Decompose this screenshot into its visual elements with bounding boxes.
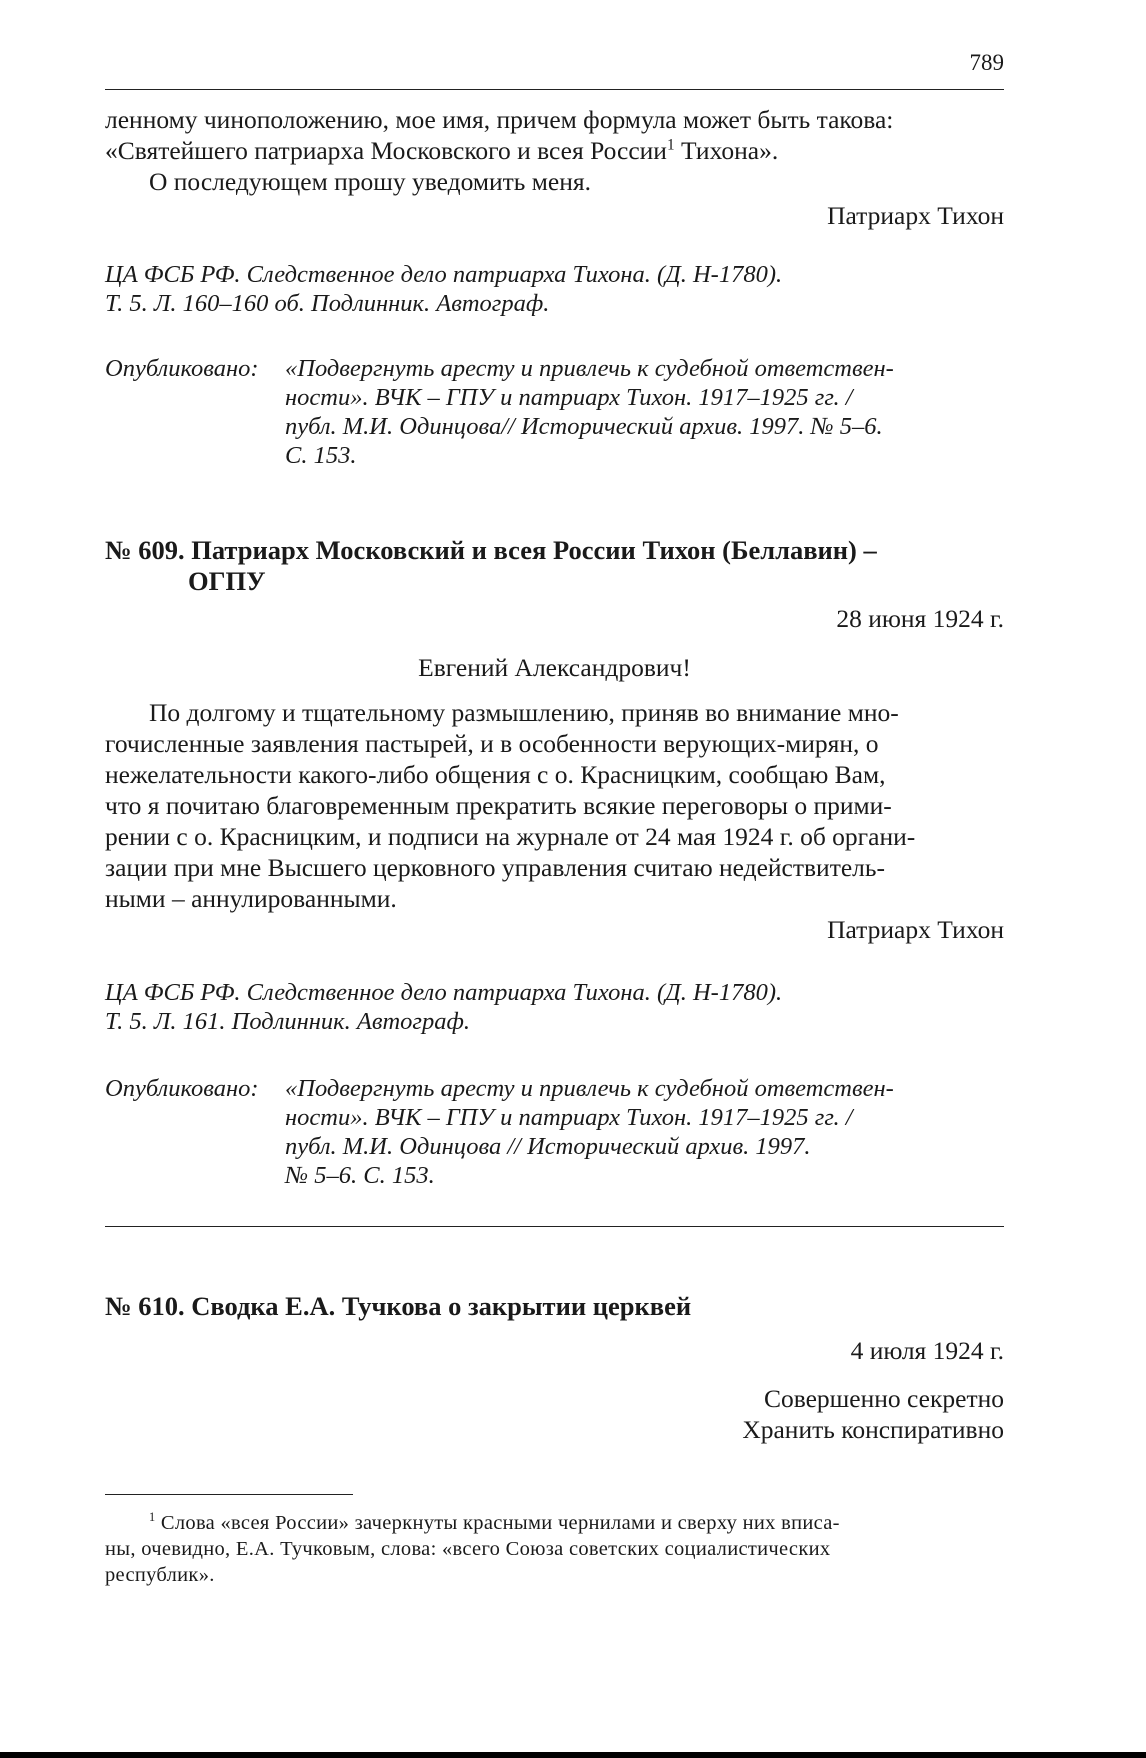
page-number: 789 <box>969 50 1004 75</box>
intro-line-2-text: «Святейшего патриарха Московского и всея России <box>105 136 667 165</box>
doc609-archive-line-2: Т. 5. Л. 161. Подлинник. Автограф. <box>105 1008 471 1035</box>
published-text <box>285 354 894 470</box>
doc609-heading <box>105 535 1004 597</box>
footnote-line-1 <box>105 1510 1004 1536</box>
published-line-3: публ. М.И. Одинцова// Исторический архив. 1997. № 5–6. <box>285 413 883 440</box>
doc609-signature: Патриарх Тихон <box>827 915 1004 944</box>
doc609-heading-line-2: ОГПУ <box>188 566 266 596</box>
intro-text <box>105 104 1004 231</box>
intro-published <box>105 354 1004 470</box>
classification-line-2: Хранить конспиративно <box>742 1415 1004 1444</box>
published-line-1: «Подвергнуть аресту и привлечь к судебной ответствен- <box>285 1075 894 1102</box>
intro-line-1: ленному чиноположению, мое имя, причем формула может быть такова: <box>105 105 894 134</box>
doc609-archive-line-1: ЦА ФСБ РФ. Следственное дело патриарха Тихона. (Д. Н-1780). <box>105 979 783 1006</box>
doc609-body-line: По долгому и тщательному размышлению, приняв во внимание мно- <box>149 698 899 727</box>
intro-line-2-end: Тихона». <box>674 136 779 165</box>
footnote-ref: 1 <box>666 136 675 154</box>
footnote-line-1-text: Слова «всея России» зачеркнуты красными чернилами и сверху них вписа- <box>160 1512 840 1534</box>
published-label: Опубликовано: <box>105 355 259 382</box>
published-line-2: ности». ВЧК – ГПУ и патриарх Тихон. 1917–1925 гг. / <box>285 384 853 411</box>
doc609-body-line: нежелательности какого-либо общения с о. Красницким, сообщаю Вам, <box>105 760 886 789</box>
doc609-heading-line-1: № 609. Патриарх Московский и всея России Тихон (Беллавин) – <box>105 535 877 565</box>
intro-line-2 <box>105 135 1004 166</box>
doc609-body <box>105 697 1004 945</box>
footnote-line-3: республик». <box>105 1564 215 1586</box>
intro-archive-line-2: Т. 5. Л. 160–160 об. Подлинник. Автограф. <box>105 290 550 317</box>
doc609-body-line: зации при мне Высшего церковного управления считаю недействитель- <box>105 853 886 882</box>
doc609-body-line: ными – аннулированными. <box>105 884 397 913</box>
footnote-line-2: ны, очевидно, Е.А. Тучковым, слова: «всего Союза советских социалистических <box>105 1538 831 1560</box>
doc609-body-line: что я почитаю благовременным прекратить всякие переговоры о прими- <box>105 791 892 820</box>
footnote <box>105 1510 1004 1588</box>
intro-line-3: О последующем прошу уведомить меня. <box>149 167 591 196</box>
intro-archive <box>105 260 1004 318</box>
published-line-3: публ. М.И. Одинцова // Исторический архив. 1997. <box>285 1133 811 1160</box>
doc610-heading: № 610. Сводка Е.А. Тучкова о закрытии церквей <box>105 1291 692 1321</box>
footnote-rule <box>105 1494 353 1495</box>
doc609-published <box>105 1074 1004 1190</box>
published-line-2: ности». ВЧК – ГПУ и патриарх Тихон. 1917–1925 гг. / <box>285 1104 853 1131</box>
section-divider <box>105 1226 1004 1227</box>
doc609-body-line: гочисленные заявления пастырей, и в особенности верующих-мирян, о <box>105 729 879 758</box>
doc609-body-line: рении с о. Красницким, и подписи на журнале от 24 мая 1924 г. об органи- <box>105 822 916 851</box>
header-rule <box>105 89 1004 90</box>
scan-edge <box>0 1752 1146 1758</box>
published-text <box>285 1074 894 1190</box>
doc610-date: 4 июля 1924 г. <box>850 1336 1004 1365</box>
doc610-classification <box>105 1383 1004 1445</box>
doc609-salutation: Евгений Александрович! <box>418 653 691 682</box>
published-line-1: «Подвергнуть аресту и привлечь к судебной ответствен- <box>285 355 894 382</box>
classification-line-1: Совершенно секретно <box>763 1384 1004 1413</box>
footnote-mark: 1 <box>149 1510 156 1525</box>
doc609-archive <box>105 978 1004 1036</box>
published-line-4: № 5–6. С. 153. <box>285 1162 435 1189</box>
published-line-4: С. 153. <box>285 442 357 469</box>
doc609-date: 28 июня 1924 г. <box>836 604 1004 633</box>
published-label: Опубликовано: <box>105 1075 259 1102</box>
intro-archive-line-1: ЦА ФСБ РФ. Следственное дело патриарха Тихона. (Д. Н-1780). <box>105 261 783 288</box>
intro-signature: Патриарх Тихон <box>827 201 1004 230</box>
